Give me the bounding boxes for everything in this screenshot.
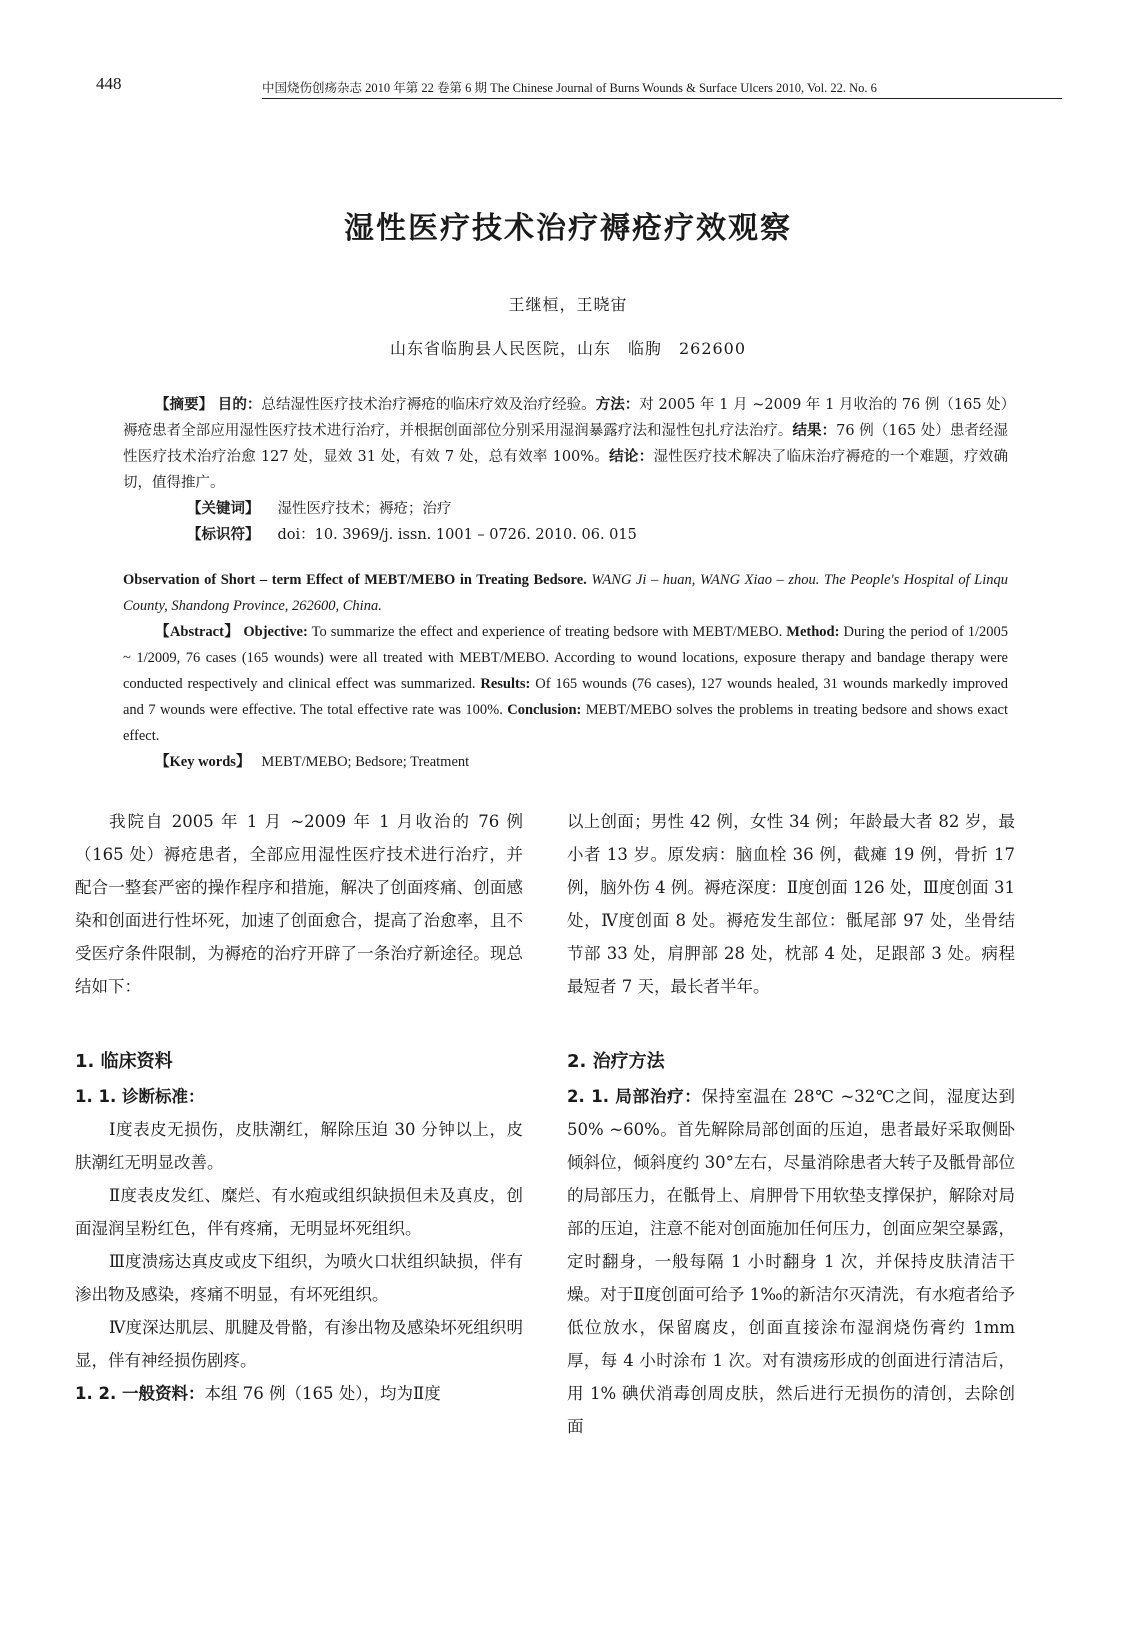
body-left-column	[75, 805, 523, 1410]
cn-conclusion-label: 结论：	[609, 449, 654, 465]
en-method-label: Method:	[786, 624, 840, 640]
en-conclusion: MEBT/MEBO solves the problems in treating bedsore and shows exact effect.	[123, 702, 1008, 744]
cn-doi-row	[123, 522, 1008, 548]
en-results: Of 165 wounds (76 cases), 127 wounds healed, 31 wounds markedly improved and 7 wounds were effective. The total effective rate was 100%.	[123, 676, 1008, 718]
en-title-line	[123, 567, 1008, 619]
en-method: During the period of 1/2005 ~ 1/2009, 76 cases (165 wounds) were all treated with MEBT/MEBO. According to wound locations, exposure therapy and bandage therapy were conducted respectively and clinical effect was summarized.	[123, 624, 1009, 692]
section-2-1-text: 保持室温在 28℃ ~32℃之间，湿度达到 50% ~60%。首先解除局部创面的压迫，患者最好采取侧卧倾斜位，倾斜度约 30°左右，尽量消除患者大转子及骶骨部位的局部压力，在骶骨上、肩胛骨下用软垫支撑保护，解除对局部的压迫，注意不能对创面施加任何压力，创面应架空暴露，定时翻身，一般每隔 1 小时翻身 1 次，并保持皮肤清洁干燥。对于Ⅱ度创面可给予 1‰的新洁尔灭清洗，有水疱者给予低位放水，保留腐皮，创面直接涂布湿润烧伤膏约 1mm 厚，每 4 小时涂布 1 次。对有溃疡形成的创面进行清洁后，用 1% 碘伏消毒创周皮肤，然后进行无损伤的清创，去除创面	[567, 1087, 1015, 1436]
en-abstract-body	[123, 619, 1008, 749]
en-abstract-tag: 【Abstract】	[155, 624, 240, 640]
section-2-1-paragraph	[567, 1080, 1015, 1443]
en-keywords: MEBT/MEBO; Bedsore; Treatment	[261, 754, 470, 770]
en-title: Observation of Short – term Effect of MEBT/MEBO in Treating Bedsore.	[123, 572, 587, 588]
grade-2-paragraph: Ⅱ度表皮发红、糜烂、有水疱或组织缺损但未及真皮，创面湿润呈粉红色，伴有疼痛，无明显坏死组织。	[75, 1186, 523, 1238]
intro-paragraph: 我院自 2005 年 1 月 ~2009 年 1 月收治的 76 例（165 处）褥疮患者，全部应用湿性医疗技术进行治疗，并配合一整套严密的操作程序和措施，解决了创面疼痛、创面感染和创面进行性坏死，加速了创面愈合，提高了治愈率，且不受医疗条件限制，为褥疮的治疗开辟了一条治疗新途径。现总结如下：	[75, 812, 523, 996]
chinese-abstract	[123, 392, 1008, 548]
article-title: 湿性医疗技术治疗褥疮疗效观察	[344, 211, 792, 246]
cn-method-label: 方法：	[595, 397, 640, 413]
english-abstract	[123, 567, 1008, 775]
en-keywords-tag: 【Key words】	[155, 754, 251, 770]
cn-result: 76 例（165 处）患者经湿性医疗技术治疗治愈 127 处，显效 31 处，有效 7 处，总有效率 100%。	[123, 423, 1009, 465]
cn-conclusion: 湿性医疗技术解决了临床治疗褥疮的一个难题，疗效确切，值得推广。	[123, 449, 1009, 491]
section-2-heading: 2. 治疗方法	[567, 1051, 665, 1072]
section-1-2-start: 本组 76 例（165 处），均为Ⅱ度	[204, 1384, 441, 1403]
cn-keywords: 湿性医疗技术；褥疮；治疗	[277, 501, 452, 517]
section-1-2-continued: 以上创面；男性 42 例，女性 34 例；年龄最大者 82 岁，最小者 13 岁。原发病：脑血栓 36 例，截瘫 19 例，骨折 17 例，脑外伤 4 例。褥疮深度：Ⅱ度创面 126 处，Ⅲ度创面 31 处，Ⅳ度创面 8 处。褥疮发生部位：骶尾部 97 处，坐骨结节部 33 处，肩胛部 28 处，枕部 4 处，足跟部 3 处。病程最短者 7 天，最长者半年。	[567, 812, 1015, 996]
article-authors: 王继桓，王晓宙	[508, 295, 628, 314]
en-conclusion-label: Conclusion:	[507, 702, 582, 718]
cn-objective: 总结湿性医疗技术治疗褥疮的临床疗效及治疗经验。	[261, 397, 596, 413]
grade-1-paragraph: Ⅰ度表皮无损伤，皮肤潮红，解除压迫 30 分钟以上，皮肤潮红无明显改善。	[75, 1120, 523, 1172]
cn-id-tag: 【标识符】	[187, 527, 260, 543]
section-1-2-paragraph	[75, 1377, 523, 1410]
section-1-2-label: 1. 2. 一般资料：	[75, 1384, 205, 1403]
en-objective: To summarize the effect and experience of treating bedsore with MEBT/MEBO.	[311, 624, 783, 640]
body-right-column	[567, 805, 1015, 1443]
page-number: 448	[96, 74, 122, 93]
running-header: 中国烧伤创疡杂志 2010 年第 22 卷第 6 期 The Chinese Journal of Burns Wounds & Surface Ulcers 2010, Vol. 22. No. 6	[262, 78, 1062, 99]
cn-keywords-tag: 【关键词】	[187, 501, 260, 517]
grade-4-paragraph: Ⅳ度深达肌层、肌腱及骨骼，有渗出物及感染坏死组织明显，伴有神经损伤剧疼。	[75, 1318, 523, 1370]
section-1-heading: 1. 临床资料	[75, 1051, 173, 1072]
grade-3-paragraph: Ⅲ度溃疡达真皮或皮下组织，为喷火口状组织缺损，伴有渗出物及感染，疼痛不明显，有坏死组织。	[75, 1252, 523, 1304]
cn-keywords-row	[123, 496, 1008, 522]
en-objective-label: Objective:	[243, 624, 308, 640]
cn-objective-label: 目的：	[217, 397, 262, 413]
en-authors: WANG Ji – huan, WANG Xiao – zhou. The People's Hospital of Linqu County, Shandong Province, 262600, China.	[123, 572, 1009, 614]
section-2-1-label: 2. 1. 局部治疗：	[567, 1087, 702, 1106]
article-affiliation: 山东省临朐县人民医院，山东 临朐 262600	[389, 339, 747, 358]
cn-result-label: 结果：	[792, 423, 837, 439]
cn-method: 对 2005 年 1 月 ~2009 年 1 月收治的 76 例（165 处）褥疮患者全部应用湿性医疗技术进行治疗，并根据创面部位分别采用湿润暴露疗法和湿性包扎疗法治疗。	[123, 397, 1009, 439]
cn-doi: doi：10. 3969/j. issn. 1001 – 0726. 2010. 06. 015	[277, 527, 637, 543]
en-results-label: Results:	[480, 676, 531, 692]
cn-abstract-body	[123, 392, 1008, 496]
section-1-1-label: 1. 1. 诊断标准：	[75, 1087, 205, 1106]
en-keywords-row	[123, 749, 1008, 775]
section-1-1-heading	[75, 1080, 523, 1113]
cn-abstract-tag: 【摘要】	[155, 397, 214, 413]
